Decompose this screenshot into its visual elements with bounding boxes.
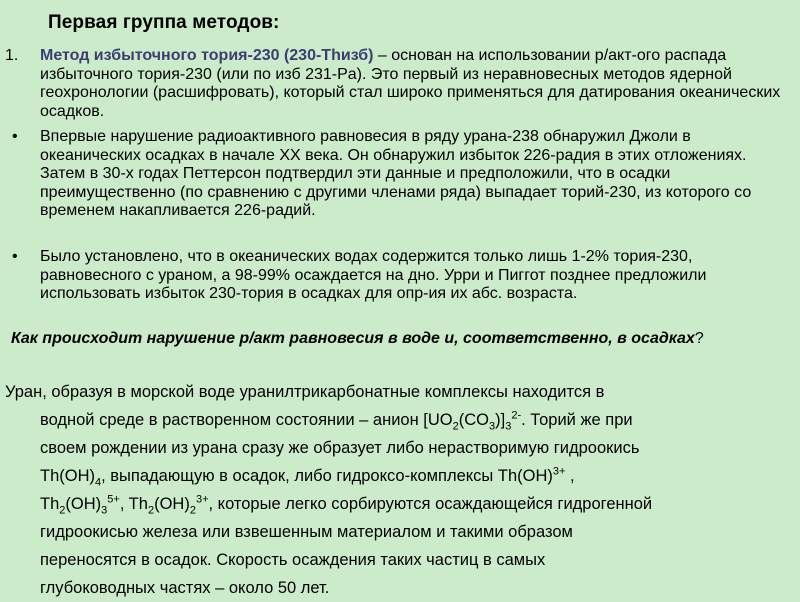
subscript: 2 — [147, 504, 155, 517]
bullet-text: Было установлено, что в океанических водах содержится только лишь 1-2% тория-230, равновесного с ураном, а 98-99% осаждается на дно. Урри и Пиггот позднее предложили использовать избыток 230-тория в осадках для опр-ия их абс. возраста. — [40, 248, 707, 302]
text-run: (OH) — [154, 495, 190, 513]
text-run: (CO — [458, 411, 490, 429]
text-run: , выпадающую в осадок, либо гидроксо-комплексы Th(OH) — [101, 467, 553, 485]
bullet-text: Впервые нарушение радиоактивного равновесия в ряду урана-238 обнаружил Джоли в океанических осадках в начале XX века. Он обнаружил избыток 226-радия в этих отложениях. Затем в 30-х годах Петтерсон подтвердил эти данные и предположили, что в осадки преимущественно (по сравнению с другими членами ряда) выпадает торий-230, из которого со временем накапливается 226-радий. — [40, 128, 752, 219]
superscript: 5+ — [107, 493, 120, 506]
slide-title: Первая группа методов: — [48, 12, 280, 33]
subscript: 4 — [95, 476, 102, 489]
bullet-item — [0, 128, 790, 221]
bullet-icon: • — [12, 248, 18, 265]
question-heading — [11, 330, 781, 349]
text-run: Th — [40, 495, 60, 513]
subscript: 3 — [505, 420, 512, 433]
bullet-icon: • — [12, 128, 18, 145]
question-mark: ? — [694, 330, 704, 347]
text-run: , которые легко сорбируются осаждающейся гидрогенной — [208, 495, 653, 513]
subscript: 3 — [489, 420, 496, 433]
text-run: водной среде в растворенном состоянии – анион [UO — [40, 411, 453, 429]
method-name: Метод избыточного тория-230 (230-Thизб) — [40, 47, 374, 64]
paragraph-line: Уран, образуя в морской воде уранилтрикарбонатные комплексы находится в — [5, 383, 605, 401]
subscript: 2 — [189, 504, 196, 517]
text-run: , Th — [119, 495, 148, 513]
bullet-item — [0, 248, 790, 304]
question-text: Как происходит нарушение р/акт равновесия в воде и, соответственно, в осадках — [11, 330, 695, 347]
method-description: – основан на использовании р/акт-ого распада избыточного тория-230 (или по изб 231-Pa). Это первый из неравновесных методов ядерной геохронологии (расшифровать), который стал широко применяться для датирования океанических осадков. — [40, 47, 781, 120]
paragraph-line: своем рождении из урана сразу же образует либо нерастворимую гидроокись — [40, 439, 640, 457]
paragraph-line — [5, 490, 785, 518]
numbered-item-text — [40, 47, 790, 121]
paragraph-line: глубоководных частях – около 50 лет. — [40, 579, 330, 597]
subscript: 3 — [101, 504, 108, 517]
text-run: . Торий же при — [521, 411, 633, 429]
superscript: 3+ — [195, 493, 209, 506]
text-run: Th(OH) — [40, 467, 95, 485]
subscript: 2 — [452, 420, 459, 433]
numbered-item — [0, 47, 790, 121]
text-run: , — [565, 467, 575, 485]
paragraph-line — [5, 462, 785, 490]
list-number: 1. — [5, 47, 19, 64]
text-run: (OH) — [65, 495, 102, 513]
paragraph-line: гидроокисью железа или взвешенным материалом и такими образом — [40, 523, 573, 541]
superscript: 3+ — [552, 465, 566, 478]
subscript: 2 — [59, 504, 66, 517]
text-run: )] — [495, 411, 506, 429]
paragraph-line — [5, 406, 785, 434]
superscript: 2- — [511, 409, 522, 422]
explanation-paragraph — [5, 378, 785, 602]
paragraph-line: переносятся в осадок. Скорость осаждения таких частиц в самых — [40, 551, 546, 569]
